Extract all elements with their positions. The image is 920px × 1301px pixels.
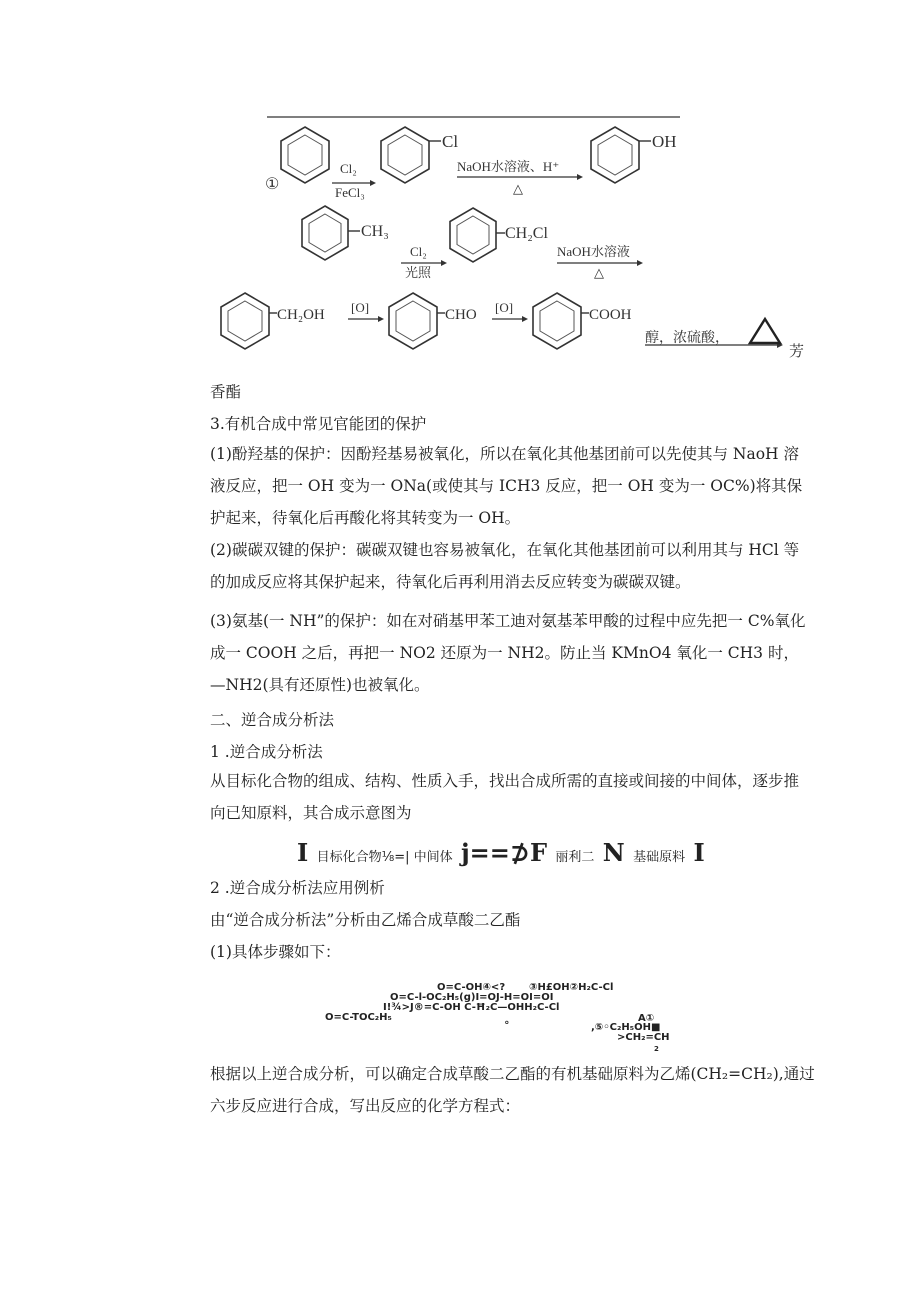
section-heading: 二、逆合成分析法: [210, 711, 335, 729]
heat-symbol: △: [513, 181, 523, 196]
benzaldehyde-ring: [389, 293, 437, 349]
chem-fragment: ③H£OH②H₂C-Cl: [529, 982, 614, 993]
reagent-cl2: Cl₂: [410, 244, 427, 259]
phenol-ring: [591, 127, 639, 183]
subsection-heading: 2 .逆合成分析法应用例析: [210, 879, 385, 897]
glyph: I: [297, 838, 309, 867]
product-fragment: 芳: [789, 344, 805, 360]
retrosynthesis-scheme-text: [297, 838, 705, 867]
chlorobenzene-ring: [381, 127, 429, 183]
chem-fragment: O=C-l-OC₂H₅(g)I=OJ-H=OI=OI: [390, 992, 554, 1003]
arrow-head: [378, 316, 384, 322]
intermediate-label: | 中间体: [405, 850, 453, 865]
glyph-text: 丽利二: [555, 850, 595, 865]
substituent-cho: CHO: [445, 307, 477, 323]
section-heading: 3.有机合成中常见官能团的保护: [210, 415, 427, 433]
step-number: ①: [265, 176, 280, 193]
reagent-esterification: 醇，浓硫酸，: [645, 331, 729, 346]
arrow-head: [370, 180, 376, 186]
benzyl-alcohol-ring: [221, 293, 269, 349]
substituent-oh: OH: [652, 132, 677, 151]
glyph: N: [602, 838, 625, 867]
paragraph-phenol-protection: (1)酚羟基的保护：因酚羟基易被氧化，所以在氧化其他基团前可以先使其与 NaoH 溶液反应，把一 OH 变为一 ONa(或使其与 ICH3 反应，把一 OH 变为一 OC%)将其保护起来，待氧化后再酸化将其转变为一 OH。: [210, 445, 803, 527]
benzyl-chloride-ring: [450, 208, 496, 262]
oxidation-label: [O]: [495, 300, 514, 315]
substituent-ch3: CH₃: [361, 223, 389, 240]
arrow-head: [577, 174, 583, 180]
substituent-cl: Cl: [442, 132, 459, 151]
arrow-head: [441, 260, 447, 266]
subsection-heading: 1 .逆合成分析法: [210, 743, 323, 761]
chem-fragment: O=C-TOC₂H₅: [325, 1012, 392, 1023]
reagent-naoh-h: NaOH水溶液、H⁺: [457, 159, 560, 174]
benzene-ring: [281, 127, 329, 183]
base-material-label: 基础原料: [633, 850, 686, 865]
chem-fragment: 2: [654, 1045, 659, 1053]
paragraph-retrosynthesis: 从目标化合物的组成、结构、性质入手，找出合成所需的直接或间接的中间体，逐步推向已知原料，其合成示意图为: [210, 772, 800, 822]
substituent-ch2oh: CH₂OH: [277, 307, 325, 323]
heat-symbol: △: [594, 265, 604, 280]
reagent-cl2: Cl₂: [340, 161, 357, 176]
toluene-ring: [302, 206, 348, 260]
chem-fragment: I!¾>J®=C-OH C-Ħ₂C—OHH₂C-Cl: [383, 1002, 560, 1013]
glyph: j==⊅F: [460, 838, 548, 867]
benzoic-acid-ring: [533, 293, 581, 349]
substituent-ch2cl: CH₂Cl: [505, 225, 548, 242]
reagent-naoh: NaOH水溶液: [557, 244, 630, 259]
synthesis-scheme: [205, 105, 825, 370]
text-line: 由“逆合成分析法”分析由乙烯合成草酸二乙酯: [210, 911, 521, 929]
reagent-light: 光照: [405, 265, 432, 280]
chem-fragment: A①: [638, 1013, 655, 1024]
heat-triangle-icon: [750, 319, 780, 343]
text-line: 香酯: [210, 383, 242, 401]
paragraph-conclusion: 根据以上逆合成分析，可以确定合成草酸二乙酯的有机基础原料为乙烯(CH₂=CH₂),通过六步反应进行合成，写出反应的化学方程式：: [210, 1065, 815, 1115]
arrow-head: [637, 260, 643, 266]
substituent-cooh: COOH: [589, 307, 632, 323]
arrow-head: [522, 316, 528, 322]
chem-fragment: O=C-OH④<?: [437, 982, 506, 993]
chem-fragment: 。: [505, 1015, 515, 1026]
target-compound-label: 目标化合物⅛=: [316, 850, 406, 865]
oxidation-label: [O]: [351, 300, 370, 315]
text-line: (1)具体步骤如下：: [210, 943, 341, 961]
paragraph-double-bond-protection: (2)碳碳双键的保护：碳碳双键也容易被氧化，在氧化其他基团前可以利用其与 HCl 等的加成反应将其保护起来，待氧化后再利用消去反应转变为碳碳双键。: [210, 541, 800, 591]
chem-fragment: >CH₂=CH: [617, 1032, 670, 1043]
reagent-fecl3: FeCl₃: [335, 185, 365, 200]
chem-fragment: ,⑤◦C₂H₅OH■: [591, 1022, 661, 1033]
paragraph-amino-protection: (3)氨基(一 NH”的保护：如在对硝基甲苯工迪对氨基苯甲酸的过程中应先把一 C%氧化成一 COOH 之后，再把一 NO2 还原为一 NH2。防止当 KMnO4 氧化一 CH3 时，—NH2(具有还原性)也被氧化。: [210, 612, 806, 694]
glyph: I: [693, 838, 705, 867]
